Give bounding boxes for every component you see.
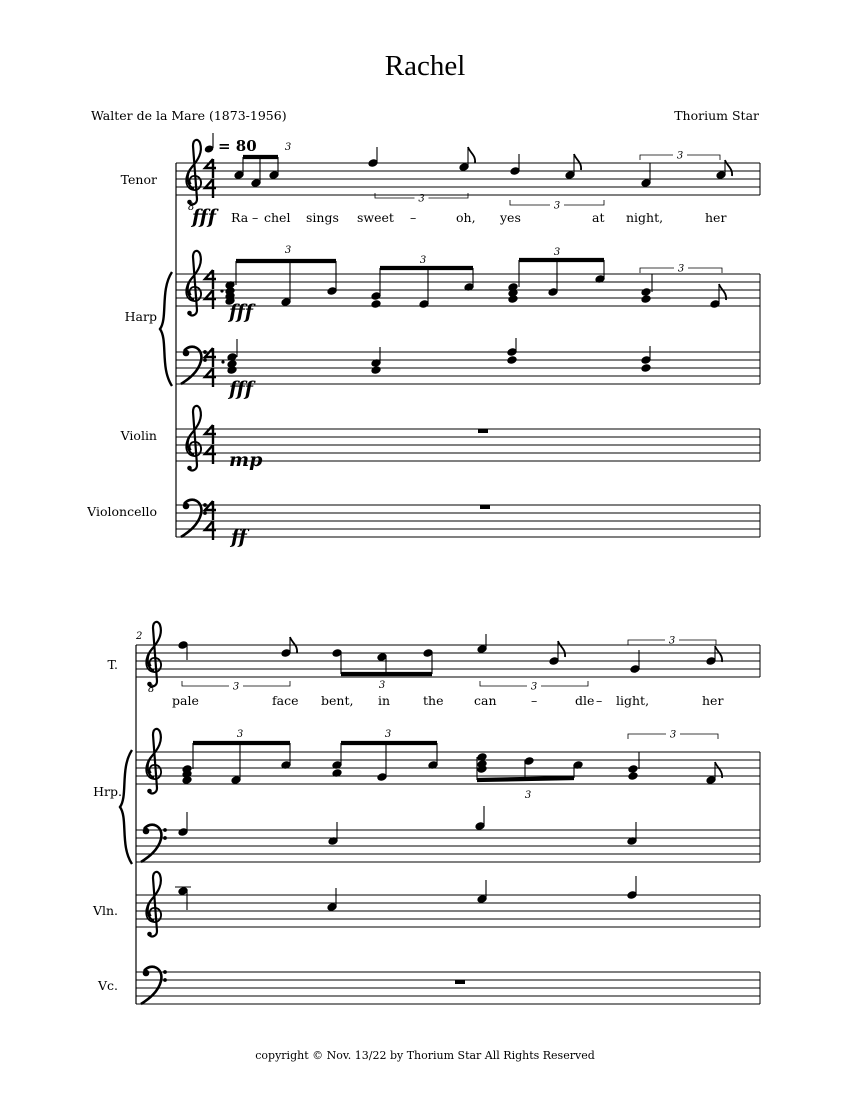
lyric-syllable: face bbox=[272, 693, 299, 708]
lyric-syllable: Ra bbox=[231, 210, 249, 225]
composer-credit: Thorium Star bbox=[674, 108, 759, 123]
lyric-syllable: chel bbox=[264, 210, 291, 225]
note-head bbox=[627, 771, 638, 781]
tempo-marking bbox=[204, 133, 257, 155]
dynamic-violin: mp bbox=[229, 449, 263, 471]
beam bbox=[477, 778, 574, 780]
instrument-label-violin: Violin bbox=[120, 428, 157, 443]
lyric-syllable: the bbox=[423, 693, 444, 708]
lyric-hyphen: – bbox=[410, 210, 417, 225]
instrument-label-tenor-short: T. bbox=[107, 657, 118, 672]
lyric-syllable: her bbox=[705, 210, 727, 225]
tenor-staff bbox=[136, 645, 760, 677]
instrument-label-violoncello-short: Vc. bbox=[97, 978, 118, 993]
tuplet-number: 3 bbox=[418, 193, 425, 205]
violin-staff bbox=[136, 895, 760, 927]
harp-brace bbox=[120, 750, 132, 864]
harp-brace bbox=[160, 272, 172, 386]
tuplet-number: 3 bbox=[419, 255, 427, 266]
score-title: Rachel bbox=[384, 50, 466, 82]
flag bbox=[468, 147, 475, 163]
harp-bass-staff bbox=[176, 352, 760, 384]
whole-rest bbox=[480, 505, 490, 510]
note-head bbox=[506, 355, 517, 365]
instrument-label-violoncello: Violoncello bbox=[87, 504, 157, 519]
lyrics-line-1 bbox=[231, 210, 726, 225]
instrument-label-harp: Harp bbox=[124, 309, 157, 324]
measure-number: 2 bbox=[136, 631, 143, 642]
note-head bbox=[640, 363, 651, 373]
violin-staff bbox=[176, 429, 760, 461]
lyric-syllable: pale bbox=[172, 693, 199, 708]
time-signature bbox=[205, 425, 216, 464]
tempo-text: = 80 bbox=[218, 137, 257, 155]
violoncello-staff bbox=[176, 505, 760, 537]
music-notation bbox=[120, 140, 760, 1004]
octave-8: 8 bbox=[148, 684, 155, 695]
violoncello-staff bbox=[136, 972, 760, 1004]
lyric-syllable: sings bbox=[306, 210, 339, 225]
time-signature bbox=[205, 348, 216, 387]
lyric-syllable: bent, bbox=[321, 693, 354, 708]
time-signature bbox=[205, 501, 216, 540]
tuplet-number: 3 bbox=[232, 681, 240, 693]
tuplet-number: 3 bbox=[668, 635, 676, 647]
lyric-syllable: can bbox=[474, 693, 497, 708]
lyric-syllable: dle bbox=[575, 693, 595, 708]
lyric-hyphen: – bbox=[531, 693, 538, 708]
flag bbox=[558, 641, 565, 657]
lyric-syllable: night, bbox=[626, 210, 664, 225]
tuplet-number: 3 bbox=[553, 200, 561, 212]
harp-treble-staff bbox=[136, 752, 760, 784]
lyric-syllable: at bbox=[592, 210, 605, 225]
whole-rest bbox=[455, 980, 465, 985]
staccato-dot bbox=[221, 360, 224, 363]
tuplet-number: 3 bbox=[524, 790, 532, 801]
note-head bbox=[370, 365, 381, 375]
note-head bbox=[370, 299, 381, 309]
instrument-label-harp-short: Hrp. bbox=[93, 784, 122, 799]
instrument-label-violin-short: Vln. bbox=[92, 903, 118, 918]
note-head bbox=[640, 294, 651, 304]
tuplet-number: 3 bbox=[677, 263, 685, 275]
dynamic-harp-lower: fff bbox=[229, 378, 253, 400]
tuplet-number: 3 bbox=[236, 729, 244, 740]
tuplet-number: 3 bbox=[284, 142, 292, 153]
flag bbox=[574, 154, 581, 170]
octave-8: 8 bbox=[188, 202, 195, 213]
lyric-syllable: her bbox=[702, 693, 724, 708]
dynamic-harp-upper: fff bbox=[229, 301, 253, 323]
tuplet-number: 3 bbox=[530, 681, 538, 693]
lyric-syllable: yes bbox=[500, 210, 521, 225]
tuplet-number: 3 bbox=[553, 247, 561, 258]
poet-credit: Walter de la Mare (1873-1956) bbox=[91, 108, 287, 123]
lyric-syllable: light, bbox=[616, 693, 650, 708]
copyright-notice: copyright © Nov. 13/22 by Thorium Star All Rights Reserved bbox=[255, 1049, 595, 1062]
time-signature bbox=[205, 159, 216, 198]
lyric-hyphen: – bbox=[596, 693, 603, 708]
tuplet-number: 3 bbox=[669, 729, 677, 741]
note-head bbox=[331, 768, 342, 778]
tuplet-number: 3 bbox=[284, 245, 292, 256]
lyric-syllable: sweet bbox=[357, 210, 394, 225]
whole-rest bbox=[478, 429, 488, 434]
time-signature bbox=[205, 270, 216, 309]
lyric-syllable: oh, bbox=[456, 210, 476, 225]
flag bbox=[715, 646, 722, 662]
tuplet-number: 3 bbox=[676, 150, 684, 162]
lyric-syllable: in bbox=[378, 693, 391, 708]
staccato-dot bbox=[220, 289, 223, 292]
flag bbox=[725, 160, 732, 176]
instrument-label-tenor: Tenor bbox=[120, 172, 157, 187]
dynamic-violoncello: ff bbox=[231, 526, 247, 548]
dynamic-tenor: fff bbox=[192, 206, 216, 228]
tuplet-number: 3 bbox=[378, 680, 386, 691]
lyrics-line-2 bbox=[172, 693, 723, 708]
lyric-hyphen: – bbox=[252, 210, 259, 225]
harp-bass-staff bbox=[136, 830, 760, 862]
tuplet-number: 3 bbox=[384, 729, 392, 740]
